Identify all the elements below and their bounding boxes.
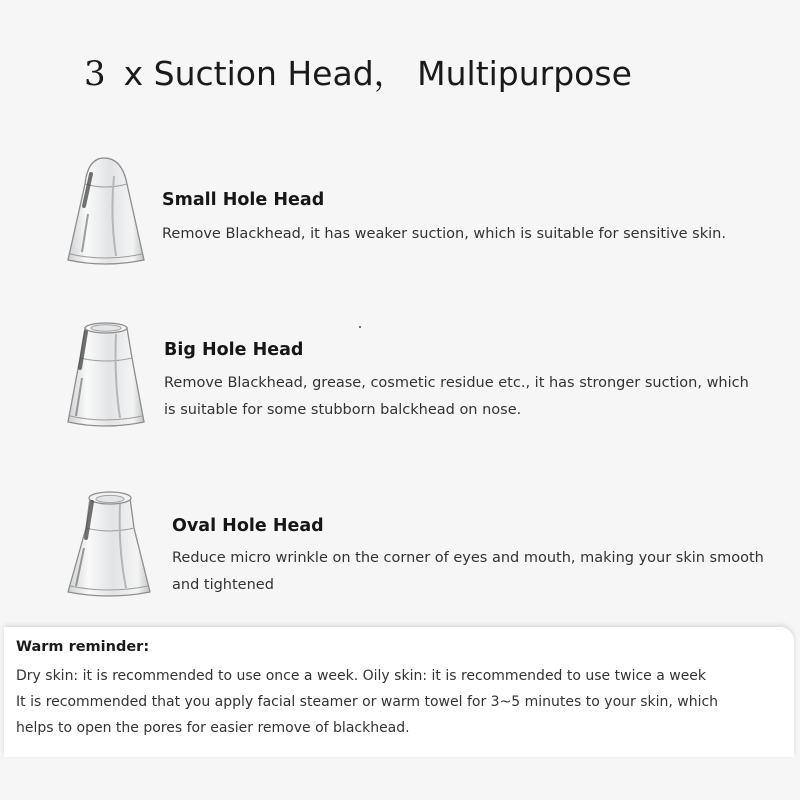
speck-dot	[359, 326, 361, 328]
title-text: x Suction Head， Multipurpose	[123, 54, 632, 93]
title-number: 3	[84, 54, 106, 94]
oval-hole-head-description: Reduce micro wrinkle on the corner of eyes and mouth, making your skin smooth and tightened	[172, 550, 764, 593]
small-hole-head-title: Small Hole Head	[162, 190, 325, 210]
small-hole-head-description: Remove Blackhead, it has weaker suction, which is suitable for sensitive skin.	[162, 226, 726, 242]
warm-reminder-line-1: Dry skin: it is recommended to use once a week. Oily skin: it is recommended to use twice a week	[16, 668, 707, 684]
big-hole-head-title: Big Hole Head	[164, 340, 304, 360]
page-title	[84, 48, 632, 95]
warm-reminder-line-3: helps to open the pores for easier remove of blackhead.	[16, 720, 410, 736]
oval-hole-head-title: Oval Hole Head	[172, 516, 324, 536]
big-hole-head-description: Remove Blackhead, grease, cosmetic residue etc., it has stronger suction, which is suitable for some stubborn balckhead on nose.	[164, 375, 749, 418]
small-hole-suction-head-icon	[64, 156, 148, 268]
big-hole-suction-head-icon	[64, 318, 148, 430]
warm-reminder-title: Warm reminder:	[16, 639, 150, 655]
oval-hole-suction-head-icon	[64, 488, 156, 600]
warm-reminder-line-2: It is recommended that you apply facial steamer or warm towel for 3~5 minutes to your skin, which	[16, 694, 719, 710]
warm-reminder-panel	[4, 627, 794, 757]
